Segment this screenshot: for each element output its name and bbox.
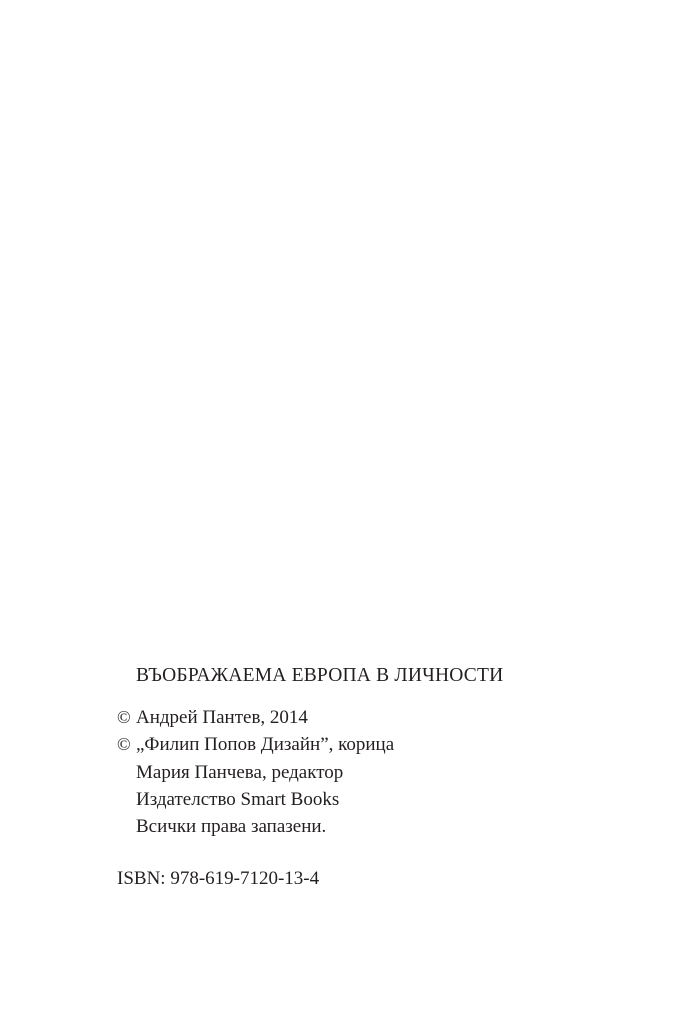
credit-publisher-text: Издателство Smart Books: [136, 788, 340, 810]
credit-line-publisher: [117, 786, 637, 813]
credit-line-rights: [117, 813, 637, 840]
book-title: ВЪОБРАЖАЕМА ЕВРОПА В ЛИЧНОСТИ: [136, 665, 504, 686]
isbn-number: ISBN: 978-619-7120-13-4: [117, 868, 320, 890]
copyright-mark: ©: [117, 707, 131, 727]
credit-indent: [117, 813, 136, 840]
copyright-mark: ©: [117, 734, 131, 755]
colophon-block: [117, 658, 637, 892]
credit-line-editor: [117, 759, 637, 786]
credit-indent: [117, 786, 136, 813]
credit-cover-text: „Филип Попов Дизайн”, корица: [136, 734, 395, 756]
credit-line-cover: [117, 731, 637, 758]
credit-author-text: Андрей Пантев, 2014: [136, 707, 308, 728]
credit-line-author: [117, 704, 637, 731]
credit-indent: [117, 759, 136, 786]
credit-rights-text: Всички права запазени.: [136, 816, 327, 838]
credit-editor-text: Мария Панчева, редактор: [136, 761, 344, 783]
